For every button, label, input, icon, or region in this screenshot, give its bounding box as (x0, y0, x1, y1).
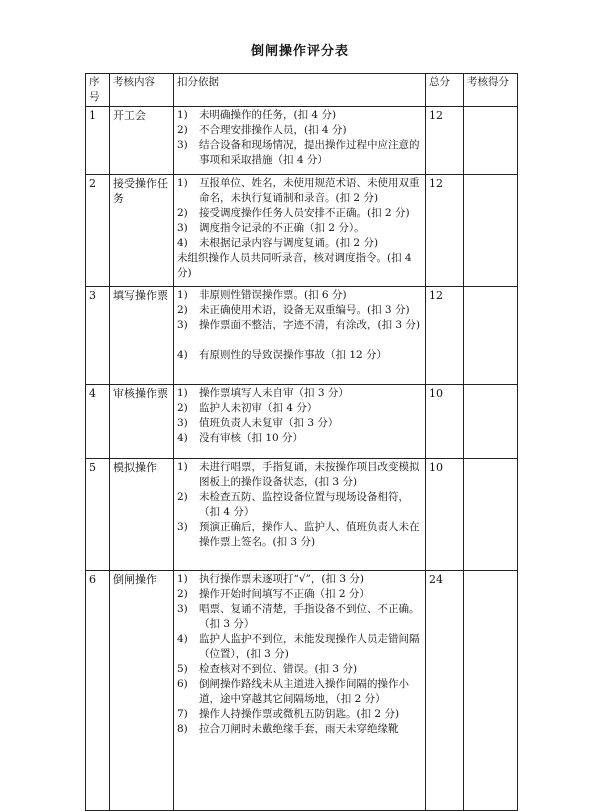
basis-item-number: 2) (177, 491, 188, 503)
basis-spacer (177, 333, 422, 348)
basis-item (177, 677, 422, 707)
table-row (86, 459, 518, 571)
basis-item (177, 490, 422, 520)
basis-item-number: 1) (177, 289, 188, 301)
basis-item (177, 386, 422, 401)
basis-item-number: 1) (177, 573, 188, 585)
basis-item (177, 460, 422, 490)
basis-item (177, 138, 422, 168)
basis-item-number: 2) (177, 207, 188, 219)
row-item: 倒闸操作 (110, 571, 174, 811)
basis-item-number: 4) (177, 633, 188, 645)
basis-item-number: 4) (177, 237, 188, 249)
basis-item (177, 587, 422, 602)
row-number: 6 (86, 571, 110, 811)
basis-item-number: 2) (177, 124, 188, 136)
row-item: 填写操作票 (110, 287, 174, 385)
basis-item-text: 操作开始时间填写不正确（扣 2 分） (199, 588, 370, 600)
row-number: 3 (86, 287, 110, 385)
header-score: 考核得分 (464, 74, 518, 107)
row-basis (174, 287, 426, 385)
basis-item-text: 调度指令记录的不正确（扣 2 分）。 (199, 222, 365, 234)
basis-item-text: 操作票填写人未自审（扣 3 分） (199, 387, 349, 399)
score-table (85, 73, 518, 811)
basis-item (177, 176, 422, 206)
row-score (464, 287, 518, 385)
row-total: 10 (426, 459, 464, 571)
basis-item-text: 互报单位、姓名，未使用规范术语、未使用双重命名，未执行复诵制和录音。(扣 2 分) (199, 177, 420, 204)
basis-item-text: 监护人监护不到位，未能发现操作人员走错间隔（位置），(扣 3 分) (199, 633, 420, 660)
header-row (86, 74, 518, 107)
row-basis (174, 571, 426, 811)
row-basis (174, 107, 426, 175)
basis-item-text: 拉合刀闸时未戴绝缘手套，雨天未穿绝缘靴 (199, 723, 399, 735)
basis-item (177, 662, 422, 677)
row-score (464, 175, 518, 287)
row-total: 10 (426, 385, 464, 459)
row-basis (174, 175, 426, 287)
basis-item-number: 6) (177, 678, 188, 690)
row-number: 1 (86, 107, 110, 175)
header-total: 总分 (426, 74, 464, 107)
basis-item-number: 1) (177, 461, 188, 473)
basis-item-number: 1) (177, 387, 188, 399)
basis-item (177, 632, 422, 662)
row-score (464, 385, 518, 459)
basis-item-text: 唱票、复诵不清楚，手指设备不到位、不正确。（扣 3 分） (199, 603, 420, 630)
basis-item-text: 未明确操作的任务，(扣 4 分) (199, 109, 337, 121)
basis-item-number: 3) (177, 417, 188, 429)
basis-item-text: 非原则性错误操作票。(扣 6 分) (199, 289, 347, 301)
row-basis (174, 459, 426, 571)
row-number: 4 (86, 385, 110, 459)
basis-item-text: 操作票面不整洁，字迹不清，有涂改，(扣 3 分) (199, 319, 421, 331)
basis-item (177, 108, 422, 123)
basis-item-text: 监护人未初审（扣 4 分） (199, 402, 318, 414)
row-total: 24 (426, 571, 464, 811)
table-row (86, 385, 518, 459)
basis-item-text: 倒闸操作路线未从主道进入操作间隔的操作小道，途中穿越其它间隔场地，（扣 2 分） (199, 678, 409, 705)
row-item: 接受操作任务 (110, 175, 174, 287)
basis-item-number: 3) (177, 603, 188, 615)
row-number: 5 (86, 459, 110, 571)
basis-item-text: 未根据记录内容与调度复诵。(扣 2 分) (199, 237, 379, 249)
basis-item-number: 4) (177, 349, 188, 361)
basis-item-number: 3) (177, 222, 188, 234)
basis-item-number: 2) (177, 588, 188, 600)
table-row (86, 287, 518, 385)
header-no: 序号 (86, 74, 110, 107)
basis-item-text: 有原则性的导致误操作事故（扣 12 分） (199, 349, 388, 361)
basis-item-text: 值班负责人未复审（扣 3 分） (199, 417, 339, 429)
basis-item-number: 3) (177, 319, 188, 331)
basis-item-number: 3) (177, 521, 188, 533)
row-basis (174, 385, 426, 459)
basis-item-text: 未检查五防、监控设备位置与现场设备相符，（扣 4 分） (199, 491, 409, 518)
basis-item-text: 预演正确后，操作人、监护人、值班负责人未在操作票上签名。(扣 3 分) (199, 521, 420, 548)
basis-item (177, 348, 422, 363)
basis-item (177, 572, 422, 587)
row-item: 开工会 (110, 107, 174, 175)
basis-item-text: 没有审核（扣 10 分） (199, 432, 304, 444)
basis-item-text: 不合理安排操作人员，(扣 4 分) (199, 124, 347, 136)
basis-item (177, 206, 422, 221)
basis-item (177, 236, 422, 251)
basis-item (177, 602, 422, 632)
row-score (464, 571, 518, 811)
basis-item-text: 操作人持操作票或微机五防钥匙。(扣 2 分) (199, 708, 400, 720)
basis-item-number: 1) (177, 109, 188, 121)
header-basis: 扣分依据 (174, 74, 426, 107)
basis-item (177, 431, 422, 446)
basis-item-text: 执行操作票未逐项打“√”，(扣 3 分) (199, 573, 364, 585)
basis-item (177, 221, 422, 236)
basis-item (177, 123, 422, 138)
document-title: 倒闸操作评分表 (250, 44, 349, 59)
table-row (86, 175, 518, 287)
basis-item (177, 707, 422, 722)
row-total: 12 (426, 175, 464, 287)
basis-item-text: 未正确使用术语，设备无双重编号。(扣 3 分) (199, 304, 410, 316)
basis-item-number: 1) (177, 177, 188, 189)
basis-item-number: 8) (177, 723, 188, 735)
basis-item-text: 检查核对不到位、错误。(扣 3 分) (199, 663, 358, 675)
basis-item-text: 接受调度操作任务人员安排不正确。(扣 2 分) (199, 207, 410, 219)
basis-item-number: 2) (177, 402, 188, 414)
basis-item (177, 722, 422, 737)
basis-item-number: 2) (177, 304, 188, 316)
basis-item (177, 318, 422, 333)
basis-item-number: 4) (177, 432, 188, 444)
table-row (86, 107, 518, 175)
basis-note: 未组织操作人员共同听录音，核对调度指令。(扣 4 分) (177, 252, 412, 279)
row-score (464, 107, 518, 175)
row-total: 12 (426, 107, 464, 175)
table-row (86, 571, 518, 811)
basis-item (177, 303, 422, 318)
row-score (464, 459, 518, 571)
basis-item-number: 7) (177, 708, 188, 720)
row-total: 12 (426, 287, 464, 385)
row-item: 审核操作票 (110, 385, 174, 459)
basis-item-number: 5) (177, 663, 188, 675)
row-item: 模拟操作 (110, 459, 174, 571)
basis-item-text: 未进行唱票，手指复诵，未按操作项目改变模拟图板上的操作设备状态，(扣 3 分) (199, 461, 420, 488)
basis-item (177, 288, 422, 303)
basis-item (177, 401, 422, 416)
row-number: 2 (86, 175, 110, 287)
header-item: 考核内容 (110, 74, 174, 107)
basis-item-text: 结合设备和现场情况，提出操作过程中应注意的事项和采取措施（扣 4 分） (199, 139, 420, 166)
basis-item-number: 3) (177, 139, 188, 151)
basis-item (177, 416, 422, 431)
basis-item (177, 520, 422, 550)
